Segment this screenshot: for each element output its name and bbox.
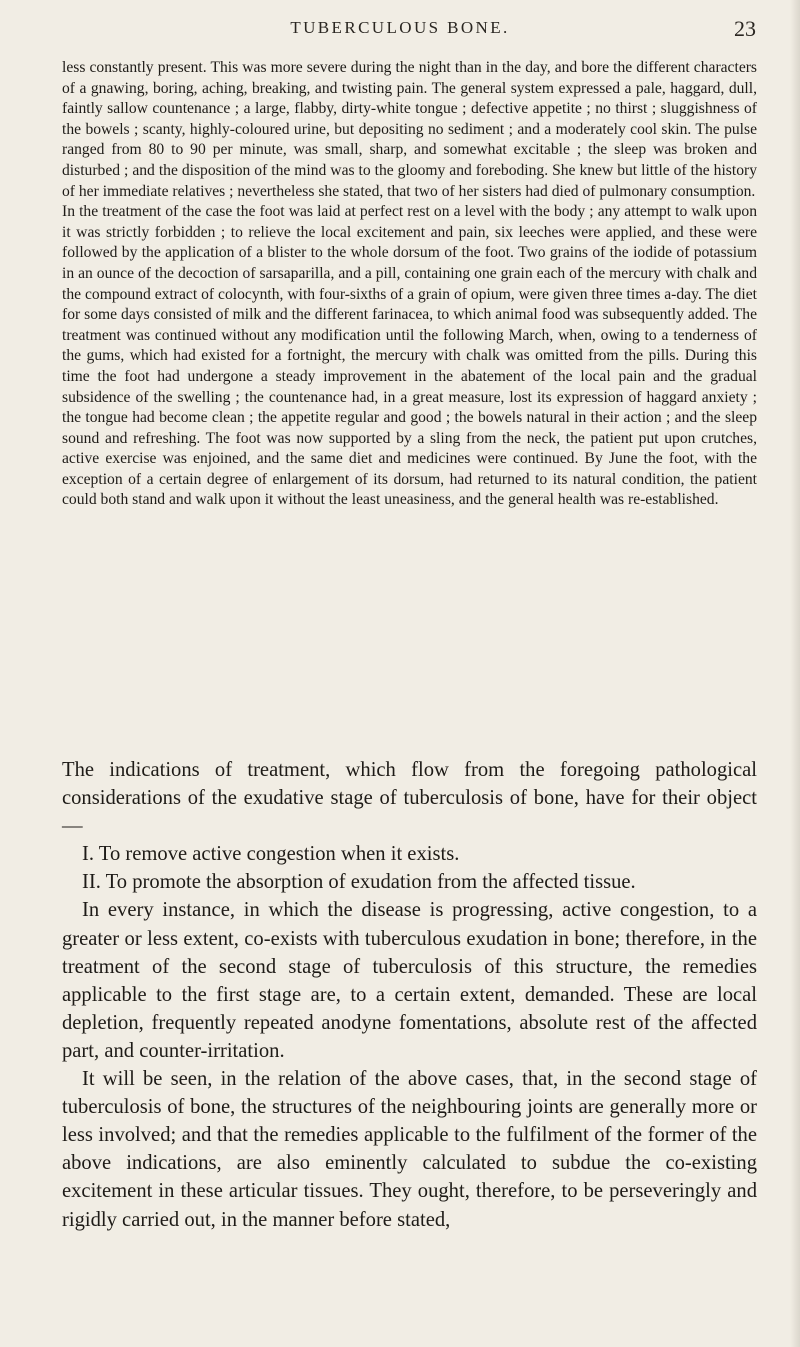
case-report-text (62, 58, 757, 511)
running-title: TUBERCULOUS BONE. (290, 18, 510, 37)
indication-number: II. (82, 871, 101, 894)
body-paragraph: In every instance, in which the disease is progressing, active congestion, to a greater or less extent, co-exists with tuberculous exudation in bone; therefore, in the treatment of the second stage of tuberculosis of this structure, the remedies applicable to the first stage are, to a certain extent, demanded. These are local depletion, frequently repeated anodyne fomentations, absolute rest of the affected part, and counter-irritation. (62, 899, 757, 1062)
indications-intro: The indications of treatment, which flow from the foregoing pathological considerations of the exudative stage of tuberculosis of bone, have for their object— (62, 759, 757, 838)
indication-text: To promote the absorption of exudation from the affected tissue. (105, 871, 636, 894)
body-paragraph: It will be seen, in the relation of the above cases, that, in the second stage of tuberculosis of bone, the structures of the neighbouring joints are generally more or less involved; and that the remedies applicable to the fulfilment of the former of the above indications, are also eminently calculated to subdue the co-existing excitement in these articular tissues. They ought, therefore, to be perseveringly and rigidly carried out, in the manner before stated, (62, 1068, 757, 1231)
indication-item (62, 868, 757, 896)
case-paragraph-continued: less constantly present. This was more severe during the night than in the day, and bore the different characters of a gnawing, boring, aching, breaking, and twisting pain. The general system expressed a pale, haggard, dull, faintly sallow countenance ; a large, flabby, dirty-white tongue ; defective appetite ; no thirst ; sluggishness of the bowels ; scanty, highly-coloured urine, but depositing no sediment ; and a moderately cool skin. The pulse ranged from 80 to 90 per minute, was small, sharp, and somewhat excitable ; the sleep was broken and disturbed ; and the disposition of the mind was to the gloomy and foreboding. She knew but little of the history of her immediate relatives ; nevertheless she stated, that two of her sisters had died of pulmonary consumption. (62, 59, 757, 200)
indication-item (62, 840, 757, 868)
main-text (62, 756, 757, 1234)
page-number: 23 (734, 16, 756, 41)
indication-number: I. (82, 843, 95, 866)
indication-text: To remove active congestion when it exists. (98, 843, 460, 866)
indications-list (62, 840, 757, 896)
page-edge-shadow (790, 0, 800, 1347)
running-head (0, 16, 800, 40)
case-paragraph-treatment: In the treatment of the case the foot was laid at perfect rest on a level with the body ; any attempt to walk upon it was strictly forbidden ; to relieve the local excitement and pain, six leeches were applied, and these were followed by the application of a blister to the whole dorsum of the foot. Two grains of the iodide of potassium in an ounce of the decoction of sarsaparilla, and a pill, containing one grain each of the mercury with chalk and the compound extract of colocynth, with four-sixths of a grain of opium, were given three times a-day. The diet for some days consisted of milk and the different farinacea, to which animal food was subsequently added. The treatment was continued without any modification until the following March, when, owing to a tenderness of the gums, which had existed for a fortnight, the mercury with chalk was omitted from the pills. During this time the foot had undergone a steady improvement in the abatement of the local pain and the gradual subsidence of the swelling ; the countenance had, in a great measure, lost its expression of haggard anxiety ; the tongue had become clean ; the appetite regular and good ; the bowels natural in their action ; and the sleep sound and refreshing. The foot was now supported by a sling from the neck, the patient put upon crutches, active exercise was enjoined, and the same diet and medicines were continued. By June the foot, with the exception of a certain degree of enlargement of its dorsum, had returned to its natural condition, the patient could both stand and walk upon it without the least uneasiness, and the general health was re-established. (62, 203, 757, 509)
